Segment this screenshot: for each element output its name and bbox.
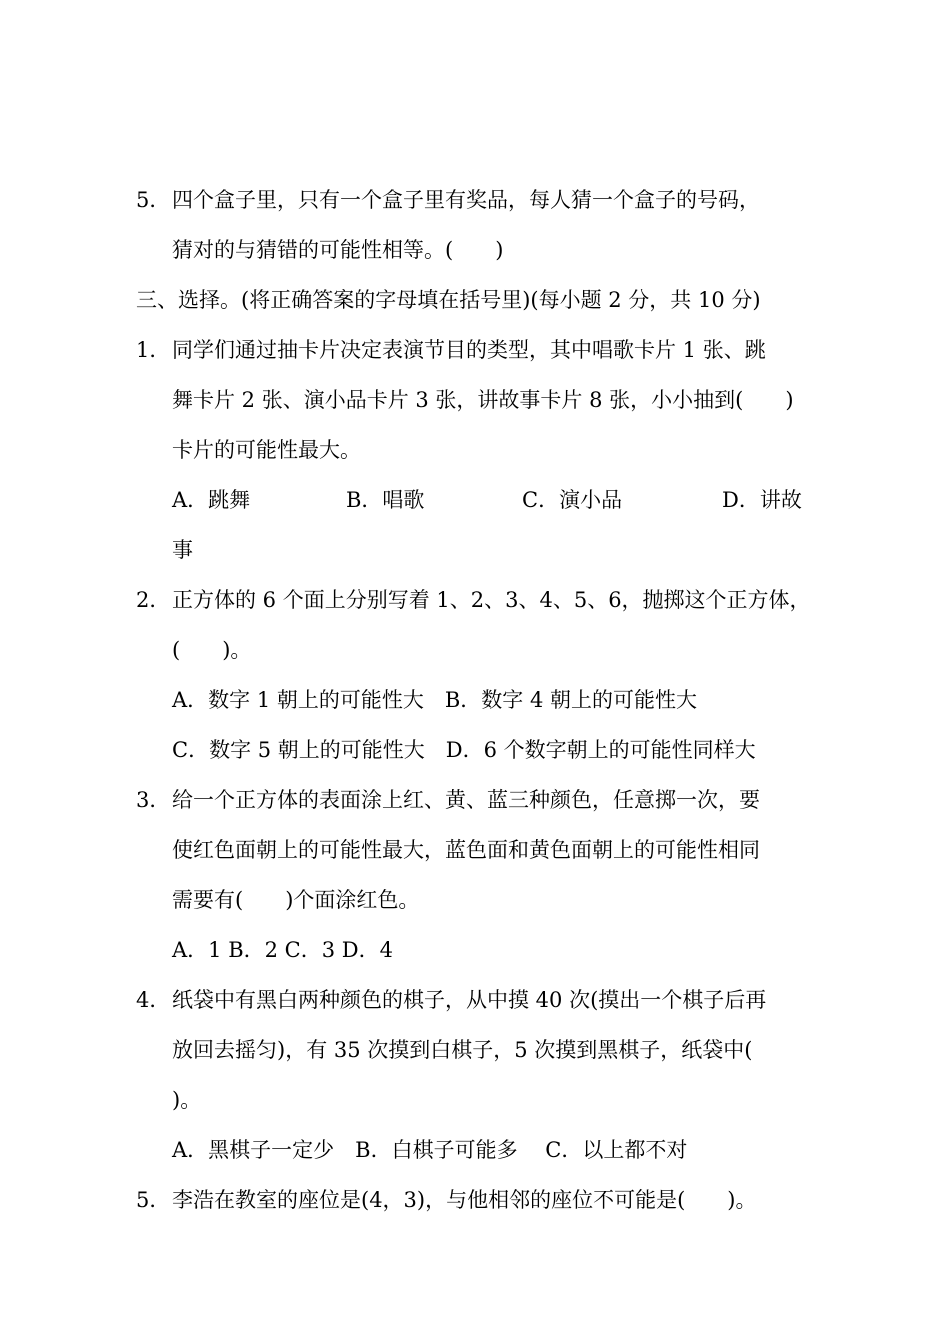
options-row: A．1 B．2 C．3 D．4 bbox=[172, 938, 393, 962]
question-number: 4． bbox=[136, 988, 171, 1012]
question-text: )。 bbox=[172, 1088, 202, 1112]
question-text: 纸袋中有黑白两种颜色的棋子，从中摸 40 次(摸出一个棋子后再 bbox=[172, 988, 767, 1012]
question-number: 2． bbox=[136, 588, 171, 612]
options-row: C．数字 5 朝上的可能性大 D．6 个数字朝上的可能性同样大 bbox=[172, 738, 756, 762]
options-row: A．数字 1 朝上的可能性大 B．数字 4 朝上的可能性大 bbox=[172, 688, 698, 712]
option-d: D．讲故 bbox=[722, 488, 802, 512]
question-number: 5． bbox=[136, 188, 171, 212]
question-text: 卡片的可能性最大。 bbox=[172, 438, 361, 462]
question-text: 正方体的 6 个面上分别写着 1、2、3、4、5、6，抛掷这个正方体， bbox=[172, 588, 811, 612]
option-a: A．跳舞 bbox=[172, 488, 251, 512]
question-text: 李浩在教室的座位是(4，3)，与他相邻的座位不可能是( )。 bbox=[172, 1188, 757, 1212]
options-row: A．黑棋子一定少 B．白棋子可能多 C．以上都不对 bbox=[172, 1138, 688, 1162]
option-b: B．唱歌 bbox=[346, 488, 425, 512]
question-text: 放回去摇匀)，有 35 次摸到白棋子，5 次摸到黑棋子，纸袋中( bbox=[172, 1038, 753, 1062]
question-text: 给一个正方体的表面涂上红、黄、蓝三种颜色，任意掷一次，要 bbox=[172, 788, 760, 812]
question-text: 使红色面朝上的可能性最大，蓝色面和黄色面朝上的可能性相同 bbox=[172, 838, 760, 862]
option-c: C．演小品 bbox=[522, 488, 623, 512]
option-wrap-text: 事 bbox=[172, 538, 193, 562]
question-number: 3． bbox=[136, 788, 171, 812]
question-text: 四个盒子里，只有一个盒子里有奖品，每人猜一个盒子的号码， bbox=[172, 188, 760, 212]
question-number: 1． bbox=[136, 338, 171, 362]
question-text: 舞卡片 2 张、演小品卡片 3 张，讲故事卡片 8 张，小小抽到( ) bbox=[172, 388, 794, 412]
question-text: 需要有( )个面涂红色。 bbox=[172, 888, 420, 912]
question-text: 同学们通过抽卡片决定表演节目的类型，其中唱歌卡片 1 张、跳 bbox=[172, 338, 766, 362]
question-text: 猜对的与猜错的可能性相等。( ) bbox=[172, 238, 504, 262]
question-number: 5． bbox=[136, 1188, 171, 1212]
question-text: ( )。 bbox=[172, 638, 252, 662]
section-heading: 三、选择。(将正确答案的字母填在括号里)(每小题 2 分，共 10 分) bbox=[136, 288, 761, 312]
